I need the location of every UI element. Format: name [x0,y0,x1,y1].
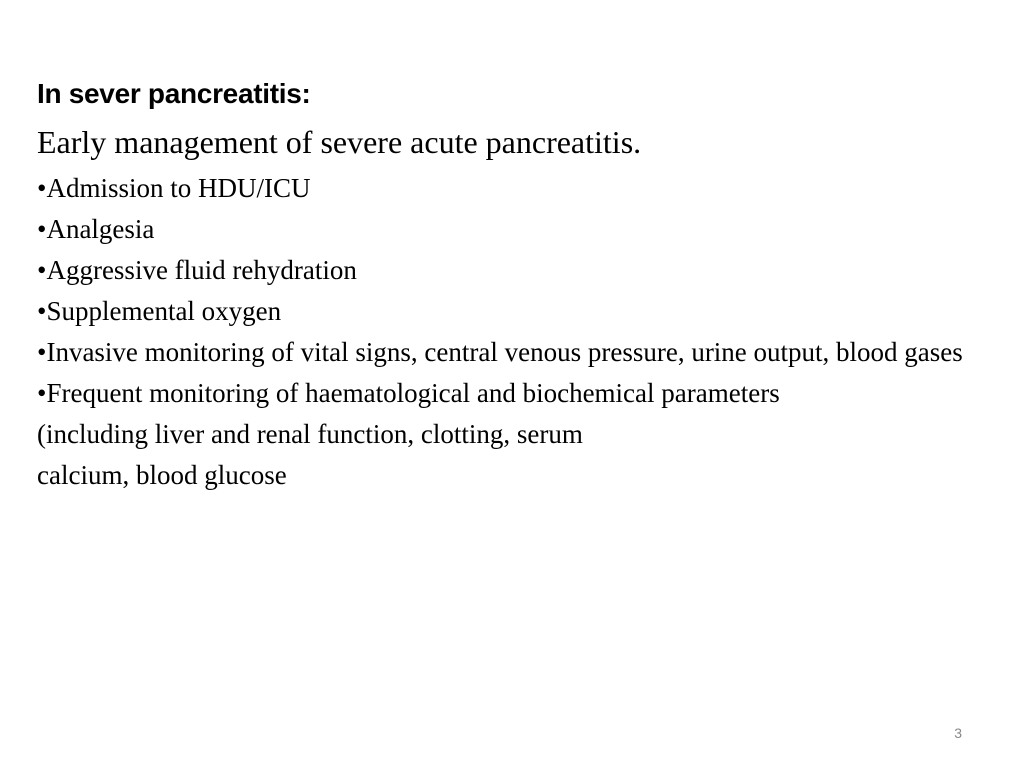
bullet-text: Analgesia [46,214,155,244]
bullet-text: Supplemental oxygen [46,296,282,326]
bullet-text: Frequent monitoring of haematological and biochemical parameters [46,378,780,408]
bullet-marker: • [37,296,47,326]
bullet-line: calcium, blood glucose [37,460,287,490]
bullet-marker: • [37,337,47,367]
bullet-item [37,168,987,209]
bullet-item [37,332,987,373]
bullet-marker: • [37,173,47,203]
bullet-marker: • [37,378,47,408]
bullet-item [37,291,987,332]
slide-heading: In sever pancreatitis: [37,78,311,109]
bullet-item [37,250,987,291]
bullet-line [37,373,987,414]
bullet-item [37,209,987,250]
bullet-item [37,373,987,496]
bullet-line: (including liver and renal function, clotting, serum [37,419,583,449]
slide-subtitle: Early management of severe acute pancreatitis. [37,124,642,160]
bullet-list [37,168,987,496]
page-number: 3 [954,725,962,741]
bullet-text: Invasive monitoring of vital signs, central venous pressure, urine output, blood gases [46,337,963,367]
bullet-text: Admission to HDU/ICU [46,173,311,203]
bullet-marker: • [37,255,47,285]
bullet-marker: • [37,214,47,244]
bullet-text: Aggressive fluid rehydration [46,255,357,285]
